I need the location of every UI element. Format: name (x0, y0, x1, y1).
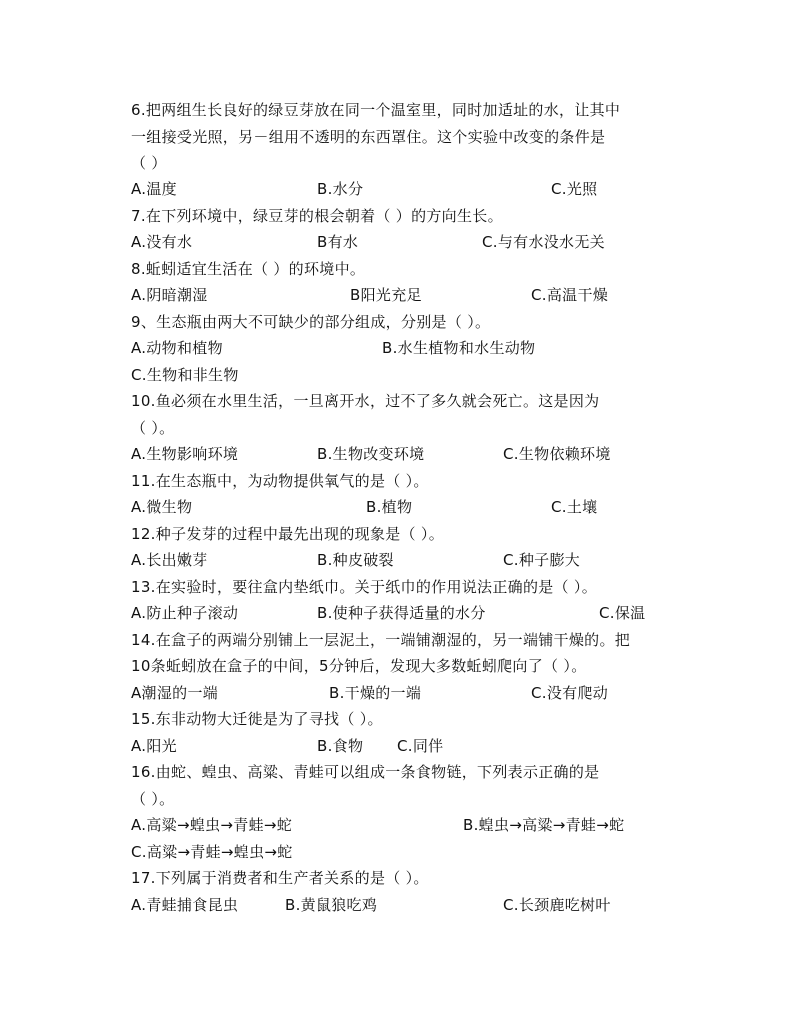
question-10-line-2: （ ）。 (131, 419, 175, 437)
q14-option-c: C.没有爬动 (531, 684, 609, 702)
q17-option-c: C.长颈鹿吃树叶 (503, 896, 611, 914)
q16-option-a: A.高粱→蝗虫→青蛙→蛇 (131, 816, 293, 834)
q10-option-a: A.生物影响环境 (131, 445, 239, 463)
question-6-line-2: 一组接受光照，另－组用不透明的东西罩住。这个实验中改变的条件是 (131, 128, 606, 146)
q14-option-b: B.干燥的一端 (329, 684, 422, 702)
question-14-line-1: 14.在盒子的两端分别铺上一层泥土，一端铺潮湿的，另一端铺干燥的。把 (131, 631, 631, 649)
q10-option-b: B.生物改变环境 (317, 445, 425, 463)
question-7: 7.在下列环境中，绿豆芽的根会朝着（ ）的方向生长。 (131, 207, 503, 225)
question-6-line-3: （ ） (131, 154, 167, 172)
q8-option-c: C.高温干燥 (531, 286, 609, 304)
q12-option-a: A.长出嫩芽 (131, 551, 208, 569)
q15-option-b: B.食物 (317, 737, 364, 755)
q16-option-b: B.蝗虫→高粱→青蛙→蛇 (463, 816, 625, 834)
question-13: 13.在实验时，要往盒内垫纸巾。关于纸巾的作用说法正确的是（ ）。 (131, 578, 598, 596)
q15-option-a: A.阳光 (131, 737, 177, 755)
question-16-line-1: 16.由蛇、蝗虫、高粱、青蛙可以组成一条食物链，下列表示正确的是 (131, 763, 600, 781)
q8-option-a: A.阴暗潮湿 (131, 286, 208, 304)
question-15: 15.东非动物大迁徙是为了寻找（ ）。 (131, 710, 383, 728)
q17-option-b: B.黄鼠狼吃鸡 (285, 896, 378, 914)
question-11: 11.在生态瓶中，为动物提供氧气的是（ ）。 (131, 472, 429, 490)
q7-option-a: A.没有水 (131, 233, 193, 251)
q16-option-c: C.高粱→青蛙→蝗虫→蛇 (131, 843, 293, 861)
q12-option-b: B.种皮破裂 (317, 551, 394, 569)
question-12: 12.种子发芽的过程中最先出现的现象是（ ）。 (131, 525, 445, 543)
q11-option-c: C.土壤 (551, 498, 598, 516)
q14-option-a: A潮湿的一端 (131, 684, 219, 702)
question-10-line-1: 10.鱼必须在水里生活，一旦离开水，过不了多久就会死亡。这是因为 (131, 392, 600, 410)
question-16-line-2: （ ）。 (131, 790, 175, 808)
question-17: 17.下列属于消费者和生产者关系的是（ ）。 (131, 869, 429, 887)
q10-option-c: C.生物依赖环境 (503, 445, 611, 463)
q13-option-c: C.保温 (599, 604, 646, 622)
question-14-line-2: 10条蚯蚓放在盒子的中间，5分钟后，发现大多数蚯蚓爬向了（ ）。 (131, 657, 587, 675)
q13-option-b: B.使种子获得适量的水分 (317, 604, 486, 622)
q11-option-a: A.微生物 (131, 498, 193, 516)
q6-option-c: C.光照 (551, 180, 598, 198)
q11-option-b: B.植物 (366, 498, 413, 516)
question-8: 8.蚯蚓适宜生活在（ ）的环境中。 (131, 260, 366, 278)
q6-option-b: B.水分 (317, 180, 364, 198)
q7-option-b: B有水 (317, 233, 359, 251)
q13-option-a: A.防止种子滚动 (131, 604, 239, 622)
q15-option-c: C.同伴 (397, 737, 444, 755)
q7-option-c: C.与有水没水无关 (482, 233, 605, 251)
q9-option-b: B.水生植物和水生动物 (382, 339, 536, 357)
q8-option-b: B阳光充足 (350, 286, 422, 304)
q9-option-c: C.生物和非生物 (131, 366, 239, 384)
question-6-line-1: 6.把两组生长良好的绿豆芽放在同一个温室里，同时加适址的水，让其中 (131, 101, 621, 119)
q12-option-c: C.种子膨大 (503, 551, 581, 569)
q9-option-a: A.动物和植物 (131, 339, 223, 357)
question-9: 9、生态瓶由两大不可缺少的部分组成，分别是（ ）。 (131, 313, 491, 331)
q17-option-a: A.青蛙捕食昆虫 (131, 896, 239, 914)
q6-option-a: A.温度 (131, 180, 177, 198)
